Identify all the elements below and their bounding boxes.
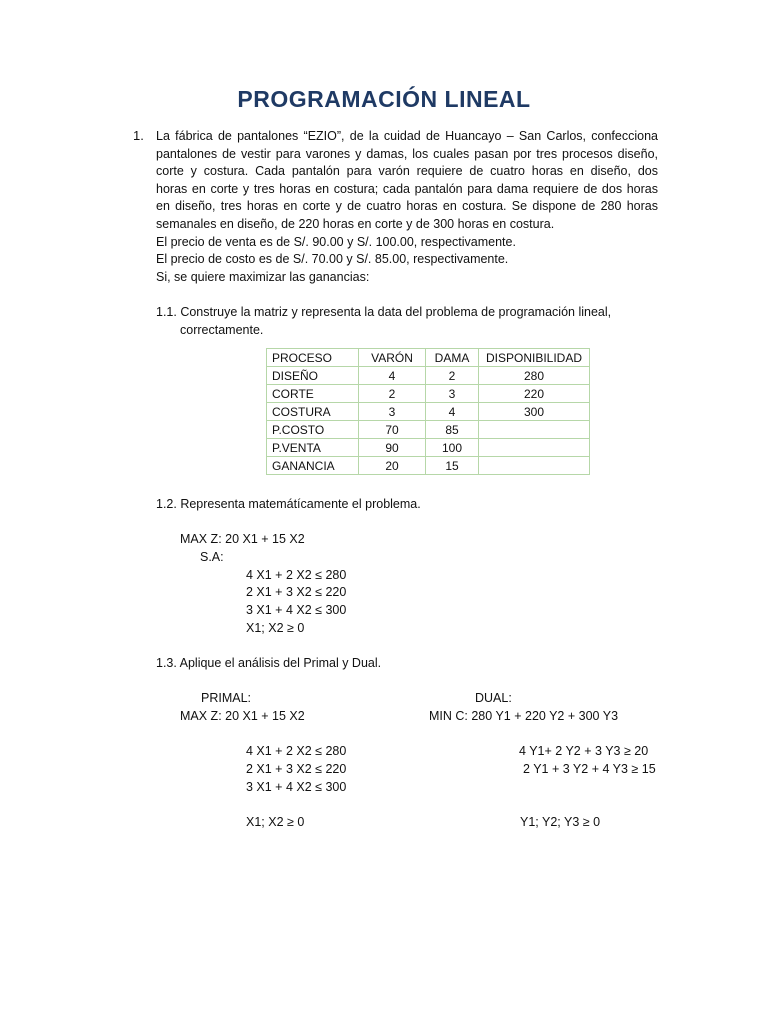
- problem-line: Si, se quiere maximizar las ganancias:: [156, 269, 370, 284]
- primal-non-negativity: X1; X2 ≥ 0: [246, 815, 305, 829]
- table-cell: 220: [479, 385, 590, 403]
- problem-line: corte y costura. Cada pantalón para varón requiere de cuatro horas en diseño, dos: [156, 164, 658, 179]
- table-header-cell: DAMA: [426, 349, 479, 367]
- subject-to-label: S.A:: [200, 550, 224, 564]
- table-header-cell: PROCESO: [267, 349, 359, 367]
- dual-label: DUAL:: [475, 691, 512, 705]
- primal-constraint: 2 X1 + 3 X2 ≤ 220: [246, 762, 347, 776]
- table-header-row: [267, 349, 590, 367]
- table-cell: 15: [426, 457, 479, 475]
- table-cell: 100: [426, 439, 479, 457]
- table-cell: 85: [426, 421, 479, 439]
- table-header-cell: VARÓN: [359, 349, 426, 367]
- table-cell: COSTURA: [267, 403, 359, 421]
- constraint: 4 X1 + 2 X2 ≤ 280: [246, 568, 347, 582]
- table-cell: 20: [359, 457, 426, 475]
- table-cell: [479, 457, 590, 475]
- table-cell: DISEÑO: [267, 367, 359, 385]
- table-cell: [479, 421, 590, 439]
- problem-line: pantalones de vestir para varones y damas, los cuales pasan por tres procesos diseño,: [156, 146, 658, 161]
- table-row: [267, 457, 590, 475]
- question-1-3-heading: 1.3. Aplique el análisis del Primal y Dual.: [156, 656, 382, 670]
- table-cell: 280: [479, 367, 590, 385]
- table-header-cell: DISPONIBILIDAD: [479, 349, 590, 367]
- table-cell: 70: [359, 421, 426, 439]
- table-cell: 2: [359, 385, 426, 403]
- problem-line: La fábrica de pantalones “EZIO”, de la cuidad de Huancayo – San Carlos, confecciona: [156, 129, 658, 143]
- problem-line: El precio de costo es de S/. 70.00 y S/. 85.00, respectivamente.: [156, 252, 509, 267]
- table-cell: P.COSTO: [267, 421, 359, 439]
- table-row: [267, 367, 590, 385]
- constraint: 3 X1 + 4 X2 ≤ 300: [246, 603, 347, 617]
- dual-constraint: 4 Y1+ 2 Y2 + 3 Y3 ≥ 20: [519, 744, 649, 758]
- primal-objective: MAX Z: 20 X1 + 15 X2: [180, 709, 305, 723]
- dual-non-negativity: Y1; Y2; Y3 ≥ 0: [520, 815, 601, 829]
- problem-line: horas en corte y tres horas en costura; cada pantalón para dama requiere de dos horas: [156, 181, 658, 196]
- document-title: PROGRAMACIÓN LINEAL: [237, 86, 531, 112]
- question-1-1-heading-cont: correctamente.: [180, 323, 264, 337]
- data-table: [266, 348, 590, 475]
- table-cell: 4: [426, 403, 479, 421]
- table-row: [267, 421, 590, 439]
- table-row: [267, 385, 590, 403]
- problem-line: en diseño, tres horas en corte y de cuatro horas en costura. Se dispone de 280 horas: [156, 199, 658, 214]
- problem-line: El precio de venta es de S/. 90.00 y S/. 100.00, respectivamente.: [156, 234, 516, 249]
- table-cell: 2: [426, 367, 479, 385]
- table-row: [267, 439, 590, 457]
- table-cell: CORTE: [267, 385, 359, 403]
- primal-constraint: 3 X1 + 4 X2 ≤ 300: [246, 780, 347, 794]
- table-row: [267, 403, 590, 421]
- constraint: 2 X1 + 3 X2 ≤ 220: [246, 585, 347, 599]
- table-cell: [479, 439, 590, 457]
- primal-label: PRIMAL:: [201, 691, 252, 705]
- table-cell: 3: [359, 403, 426, 421]
- problem-line: semanales en diseño, de 220 horas en corte y de 300 horas en costura.: [156, 216, 555, 231]
- table-cell: GANANCIA: [267, 457, 359, 475]
- problem-statement: [156, 128, 658, 286]
- table-cell: 4: [359, 367, 426, 385]
- objective-function: MAX Z: 20 X1 + 15 X2: [180, 532, 305, 546]
- problem-number: 1.: [133, 128, 144, 143]
- question-1-2-heading: 1.2. Representa matemátícamente el problema.: [156, 497, 421, 511]
- question-1-1-heading: 1.1. Construye la matriz y representa la data del problema de programación lineal,: [156, 305, 612, 319]
- dual-objective: MIN C: 280 Y1 + 220 Y2 + 300 Y3: [429, 709, 619, 723]
- table-cell: 90: [359, 439, 426, 457]
- primal-constraint: 4 X1 + 2 X2 ≤ 280: [246, 744, 347, 758]
- table-cell: 300: [479, 403, 590, 421]
- dual-constraint: 2 Y1 + 3 Y2 + 4 Y3 ≥ 15: [523, 762, 656, 776]
- table-cell: P.VENTA: [267, 439, 359, 457]
- non-negativity-constraint: X1; X2 ≥ 0: [246, 621, 305, 635]
- table-cell: 3: [426, 385, 479, 403]
